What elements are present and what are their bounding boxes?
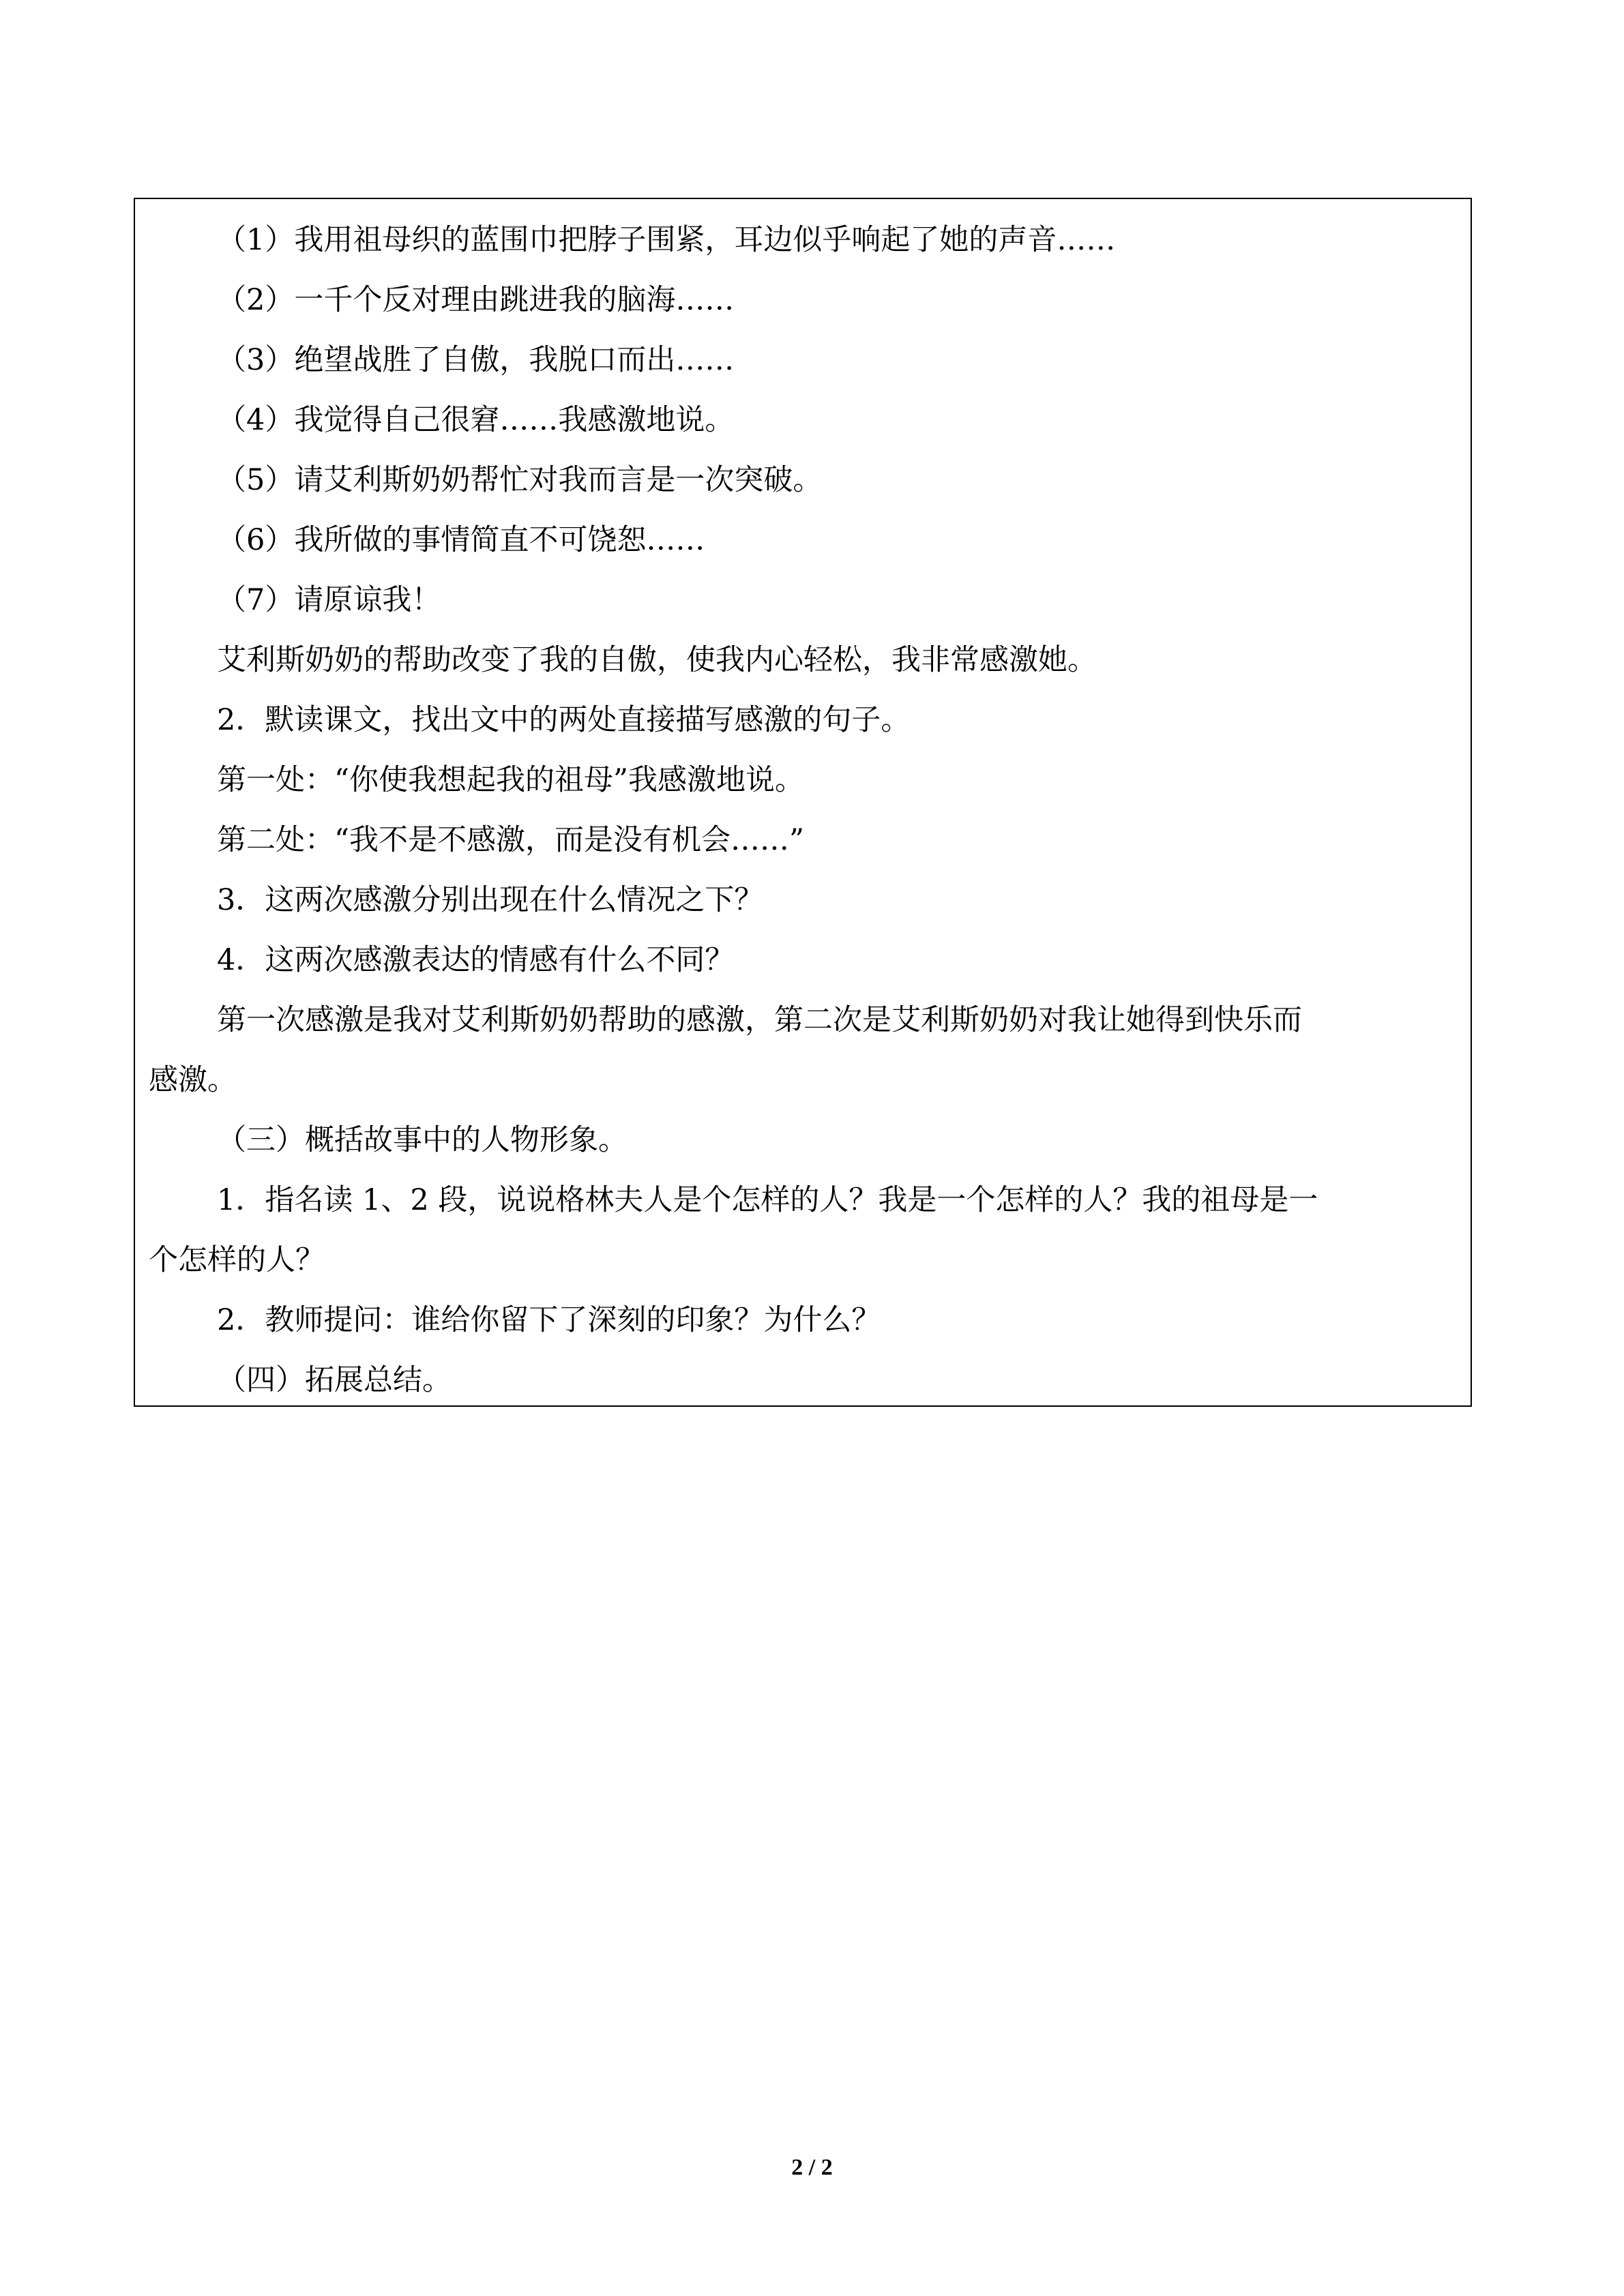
section-heading: （四）拓展总结。 <box>217 1363 452 1397</box>
page-number: 2 / 2 <box>791 2155 833 2180</box>
paragraph-line: 感激。 <box>149 1063 237 1097</box>
paragraph-line: 个怎样的人？ <box>149 1243 325 1277</box>
paragraph-line: 第二处：“我不是不感激，而是没有机会……” <box>217 823 804 857</box>
lesson-content-box <box>134 198 1472 1407</box>
paragraph-line: 4．这两次感激表达的情感有什么不同？ <box>217 943 735 977</box>
paragraph-line: （2）一千个反对理由跳进我的脑海…… <box>217 283 735 317</box>
paragraph-line: 1．指名读 1、2 段，说说格林夫人是个怎样的人？我是一个怎样的人？我的祖母是一 <box>217 1183 1318 1217</box>
paragraph-line: （3）绝望战胜了自傲，我脱口而出…… <box>217 343 735 377</box>
paragraph-line: （1）我用祖母织的蓝围巾把脖子围紧，耳边似乎响起了她的声音…… <box>217 223 1116 257</box>
paragraph-line: 第一处：“你使我想起我的祖母”我感激地说。 <box>217 763 804 797</box>
paragraph-line: 2．默读课文，找出文中的两处直接描写感激的句子。 <box>217 703 911 737</box>
paragraph-line: 第一次感激是我对艾利斯奶奶帮助的感激，第二次是艾利斯奶奶对我让她得到快乐而 <box>217 1003 1302 1037</box>
paragraph-line: （4）我觉得自己很窘……我感激地说。 <box>217 403 735 437</box>
paragraph-line: （6）我所做的事情简直不可饶恕…… <box>217 523 705 557</box>
paragraph-line: 艾利斯奶奶的帮助改变了我的自傲，使我内心轻松，我非常感激她。 <box>217 643 1097 677</box>
paragraph-line: 3．这两次感激分别出现在什么情况之下？ <box>217 883 764 917</box>
paragraph-line: （7）请原谅我！ <box>217 583 441 617</box>
paragraph-line: 2．教师提问：谁给你留下了深刻的印象？为什么？ <box>217 1303 881 1337</box>
paragraph-line: （5）请艾利斯奶奶帮忙对我而言是一次突破。 <box>217 463 823 497</box>
section-heading: （三）概括故事中的人物形象。 <box>217 1123 628 1157</box>
